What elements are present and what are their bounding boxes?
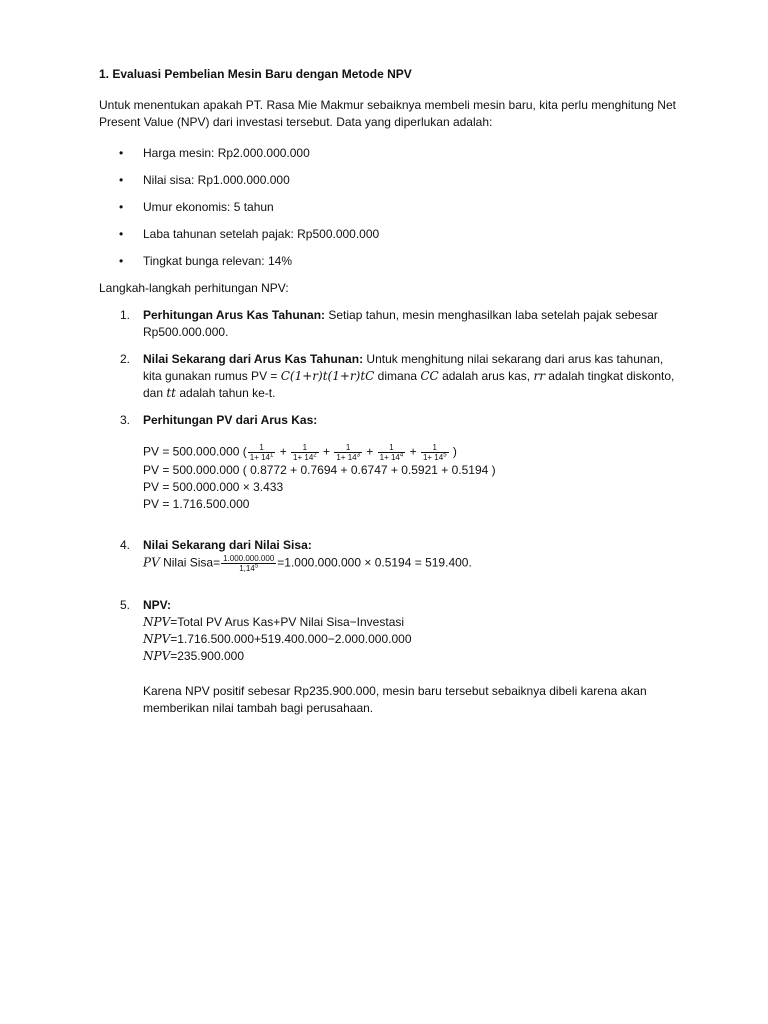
step-heading: Perhitungan Arus Kas Tahunan: <box>143 308 326 322</box>
fraction-numerator: 1.000.000.000 <box>223 554 275 563</box>
denominator-text: 1+ 14 <box>249 453 270 462</box>
step-text: adalah tingkat diskonto, dan <box>143 369 675 400</box>
step-heading: Nilai Sekarang dari Arus Kas Tahunan: <box>143 352 364 366</box>
step-4 <box>99 537 679 587</box>
salvage-label: Nilai Sisa= <box>159 555 221 570</box>
fraction-numerator: 1 <box>334 443 362 453</box>
step-heading: Perhitungan PV dari Arus Kas: <box>143 413 318 427</box>
denominator-text: 1+ 14 <box>336 453 357 462</box>
step-text: Setiap tahun, mesin menghasilkan laba setelah pajak sebesar Rp500.000.000. <box>143 308 658 339</box>
step-3 <box>99 412 679 527</box>
list-item: • Harga mesin: Rp2.000.000.000 <box>99 145 679 162</box>
document-title: 1. Evaluasi Pembelian Mesin Baru dengan Metode NPV <box>99 67 412 81</box>
variable-r: rr <box>533 369 545 383</box>
step-text: adalah arus kas, <box>438 369 534 383</box>
pv-symbol: PV <box>143 555 160 570</box>
variable-c: CC <box>420 369 439 383</box>
denominator-text: 1+ 14 <box>379 453 400 462</box>
step-heading: NPV: <box>143 598 172 612</box>
salvage-fraction <box>221 554 276 573</box>
calc-prefix: PV = 500.000.000 ( <box>143 444 247 459</box>
fraction-year-5 <box>421 443 449 462</box>
npv-symbol: NPV <box>143 649 171 663</box>
exponent: 2 <box>313 452 317 459</box>
fraction-denominator <box>334 453 362 462</box>
denominator-text: 1,14 <box>239 564 255 573</box>
fraction-denominator <box>221 564 276 573</box>
npv-formula: =Total PV Arus Kas+PV Nilai Sisa−Investasi <box>170 615 405 629</box>
plus-sign: + <box>409 444 417 459</box>
step-number: 3. <box>120 413 131 427</box>
npv-values: =1.716.500.000+519.400.000−2.000.000.000 <box>170 632 412 646</box>
salvage-calculation <box>143 554 679 573</box>
list-item: • Tingkat bunga relevan: 14% <box>99 253 679 270</box>
fraction-denominator <box>248 453 276 462</box>
exponent: 5 <box>254 563 259 570</box>
plus-sign: + <box>279 444 287 459</box>
fraction-year-4 <box>378 443 406 462</box>
step-text: dimana <box>374 369 421 383</box>
calc-line-2: PV = 500.000.000 ( 0.8772 + 0.7694 + 0.6747 + 0.5921 + 0.5194 ) <box>143 463 496 477</box>
npv-symbol: NPV <box>143 632 171 646</box>
document-page <box>99 66 679 727</box>
fraction-denominator <box>421 453 449 462</box>
denominator-text: 1+ 14 <box>293 453 314 462</box>
fraction-year-3 <box>334 443 362 462</box>
step-2 <box>99 351 679 402</box>
step-1 <box>99 307 679 341</box>
fraction-year-2 <box>291 443 319 462</box>
step-number: 2. <box>120 352 131 366</box>
npv-result: =235.900.000 <box>170 649 244 663</box>
npv-line-3 <box>143 648 679 665</box>
step-text: adalah tahun ke-t. <box>176 386 276 400</box>
step-heading: Nilai Sekarang dari Nilai Sisa: <box>143 538 312 552</box>
step-number: 1. <box>120 308 131 322</box>
exponent: 1 <box>270 452 274 459</box>
plus-sign: + <box>322 444 330 459</box>
pv-calculation <box>143 443 679 513</box>
fraction-denominator <box>291 453 319 462</box>
exponent: 3 <box>356 452 360 459</box>
list-item: • Umur ekonomis: 5 tahun <box>99 199 679 216</box>
fraction-numerator: 1 <box>421 443 449 453</box>
salvage-result: =1.000.000.000 × 0.5194 = 519.400. <box>277 555 472 570</box>
fraction-numerator: 1 <box>378 443 406 453</box>
npv-symbol: NPV <box>143 615 171 629</box>
calc-suffix: ) <box>452 444 457 459</box>
data-list <box>99 145 679 270</box>
variable-t: tt <box>166 386 177 400</box>
exponent: 4 <box>399 452 404 459</box>
list-item: • Nilai sisa: Rp1.000.000.000 <box>99 172 679 189</box>
plus-sign: + <box>366 444 374 459</box>
calc-line-3: PV = 500.000.000 × 3.433 <box>143 480 284 494</box>
calc-line-1 <box>143 443 679 462</box>
denominator-text: 1+ 14 <box>422 453 444 462</box>
step-number: 5. <box>120 598 131 612</box>
npv-line-1 <box>143 614 679 631</box>
npv-line-2 <box>143 631 679 648</box>
exponent: 5 <box>443 452 447 459</box>
step-number: 4. <box>120 538 131 552</box>
step-5 <box>99 597 679 717</box>
fraction-year-1 <box>248 443 276 462</box>
pv-formula: C(1+r)t(1+r)tC <box>280 369 375 383</box>
step-text: Untuk menghitung nilai sekarang dari arus kas tahunan, kita gunakan rumus PV = <box>143 352 664 383</box>
intro-paragraph: Untuk menentukan apakah PT. Rasa Mie Makmur sebaiknya membeli mesin baru, kita perlu menghitung Net Present Value (NPV) dari investasi tersebut. Data yang diperlukan adalah: <box>99 98 676 129</box>
list-item: • Laba tahunan setelah pajak: Rp500.000.000 <box>99 226 679 243</box>
fraction-numerator: 1 <box>248 443 276 453</box>
conclusion-paragraph: Karena NPV positif sebesar Rp235.900.000, mesin baru tersebut sebaiknya dibeli karena akan memberikan nilai tambah bagi perusahaan. <box>143 684 647 715</box>
fraction-numerator: 1 <box>291 443 319 453</box>
steps-intro: Langkah-langkah perhitungan NPV: <box>99 281 289 295</box>
calc-line-4: PV = 1.716.500.000 <box>143 497 250 511</box>
fraction-denominator <box>378 453 406 462</box>
